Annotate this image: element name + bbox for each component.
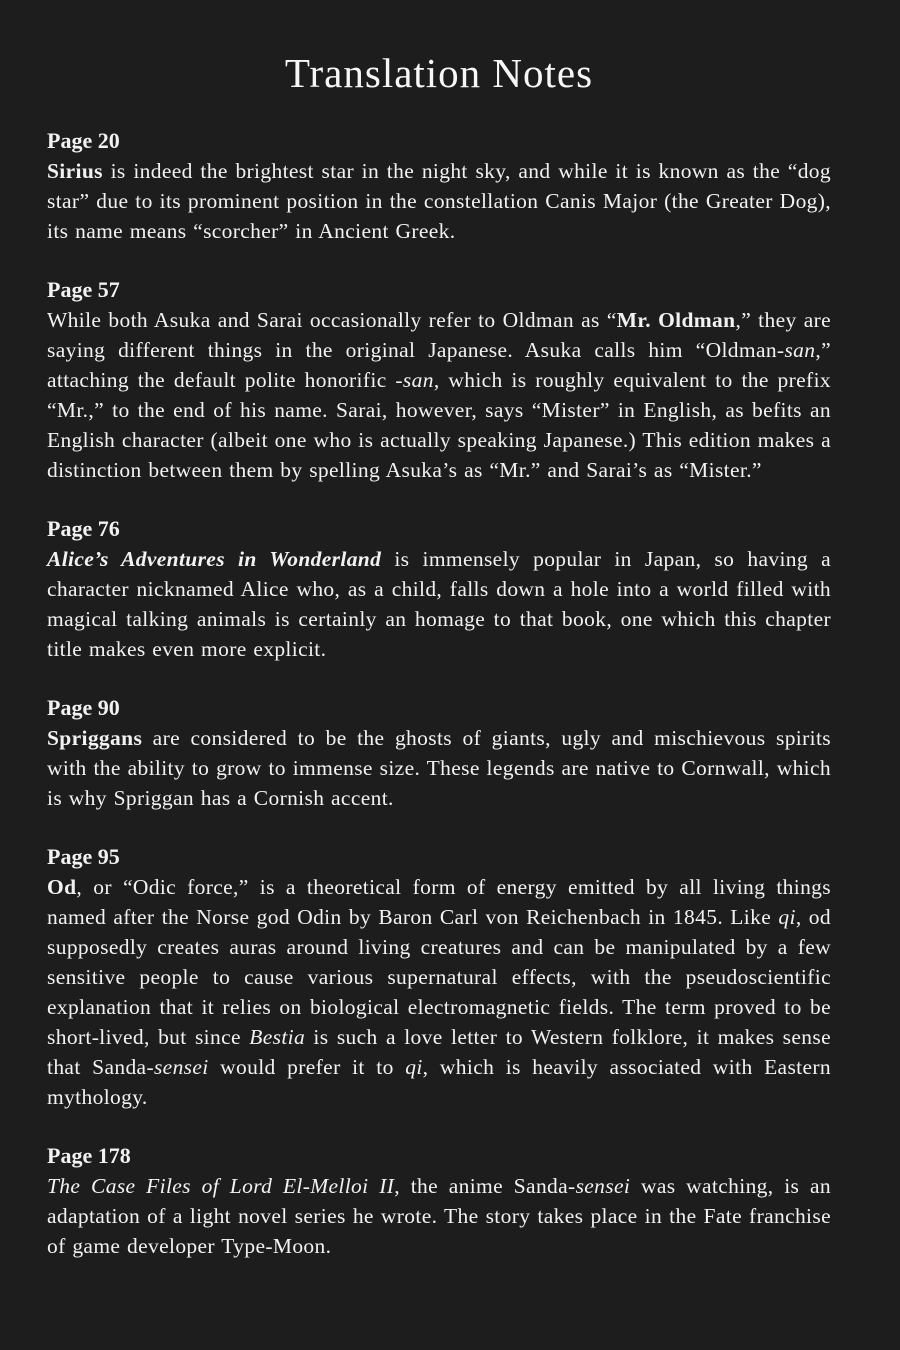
body-text: is immensely popular in Japan, so having a character nicknamed Alice who, as a child, falls down a hole into a world filled with magical talking animals is certainly an homage to that book, one which this chapter title makes even more explicit. bbox=[47, 547, 831, 661]
emphasis-text: Od bbox=[47, 875, 77, 899]
emphasis-text: qi bbox=[405, 1055, 423, 1079]
note-entry bbox=[47, 275, 831, 485]
emphasis-text: qi bbox=[778, 905, 796, 929]
emphasis-text: Mr. Oldman bbox=[616, 308, 736, 332]
note-body bbox=[47, 156, 831, 246]
body-text: , or “Odic force,” is a theoretical form of energy emitted by all living things named after the Norse god Odin by Baron Carl von Reichenbach in 1845. Like bbox=[47, 875, 831, 929]
emphasis-text: Spriggans bbox=[47, 726, 143, 750]
note-entry bbox=[47, 514, 831, 664]
note-heading: Page 95 bbox=[47, 844, 120, 869]
body-text: are considered to be the ghosts of giants, ugly and mischievous spirits with the ability to grow to immense size. These legends are native to Cornwall, which is why Spriggan has a Cornish accent. bbox=[47, 726, 831, 810]
note-heading: Page 20 bbox=[47, 128, 120, 153]
body-text: is indeed the brightest star in the night sky, and while it is known as the “dog star” due to its prominent position in the constellation Canis Major (the Greater Dog), its name means “scorcher” in Ancient Greek. bbox=[47, 159, 831, 243]
note-body bbox=[47, 723, 831, 813]
note-heading: Page 178 bbox=[47, 1143, 131, 1168]
emphasis-text: san bbox=[402, 368, 434, 392]
body-text: While both Asuka and Sarai occasionally refer to Oldman as “ bbox=[47, 308, 617, 332]
body-text: ,” attaching the default polite honorific - bbox=[47, 338, 831, 392]
note-heading: Page 76 bbox=[47, 516, 120, 541]
note-body bbox=[47, 544, 831, 664]
emphasis-text: sensei bbox=[575, 1174, 631, 1198]
page-title: Translation Notes bbox=[284, 50, 594, 96]
emphasis-text: Sirius bbox=[47, 159, 103, 183]
body-text: ,” they are saying different things in the original Japanese. Asuka calls him “Oldman- bbox=[47, 308, 831, 362]
body-text: , od supposedly creates auras around living creatures and can be manipulated by a few sensitive people to cause various supernatural effects, with the pseudoscientific explanation that it relies on biological electromagnetic fields. The term proved to be short-lived, but since bbox=[47, 905, 831, 1049]
body-text: was watching, is an adaptation of a light novel series he wrote. The story takes place in the Fate franchise of game developer Type-Moon. bbox=[47, 1174, 831, 1258]
body-text: would prefer it to bbox=[208, 1055, 406, 1079]
body-text: , which is heavily associated with Eastern mythology. bbox=[47, 1055, 831, 1109]
note-heading: Page 57 bbox=[47, 277, 120, 302]
note-body bbox=[47, 872, 831, 1112]
body-text: is such a love letter to Western folklore, it makes sense that Sanda- bbox=[47, 1025, 831, 1079]
note-heading: Page 90 bbox=[47, 695, 120, 720]
emphasis-text: san bbox=[784, 338, 816, 362]
notes-list bbox=[47, 126, 831, 1290]
note-entry bbox=[47, 693, 831, 813]
note-entry bbox=[47, 126, 831, 246]
body-text: , which is roughly equivalent to the prefix “Mr.,” to the end of his name. Sarai, however, says “Mister” in English, as befits an English character (albeit one who is actually speaking Japanese.) This edition makes a distinction between them by spelling Asuka’s as “Mr.” and Sarai’s as “Mister.” bbox=[47, 368, 831, 482]
note-entry bbox=[47, 842, 831, 1112]
note-body bbox=[47, 1171, 831, 1261]
note-entry bbox=[47, 1141, 831, 1261]
body-text: , the anime Sanda- bbox=[394, 1174, 576, 1198]
note-body bbox=[47, 305, 831, 485]
emphasis-text: Bestia bbox=[249, 1025, 306, 1049]
emphasis-text: Alice’s Adventures in Wonderland bbox=[47, 547, 382, 571]
emphasis-text: sensei bbox=[153, 1055, 209, 1079]
emphasis-text: The Case Files of Lord El-Melloi II bbox=[47, 1174, 395, 1198]
